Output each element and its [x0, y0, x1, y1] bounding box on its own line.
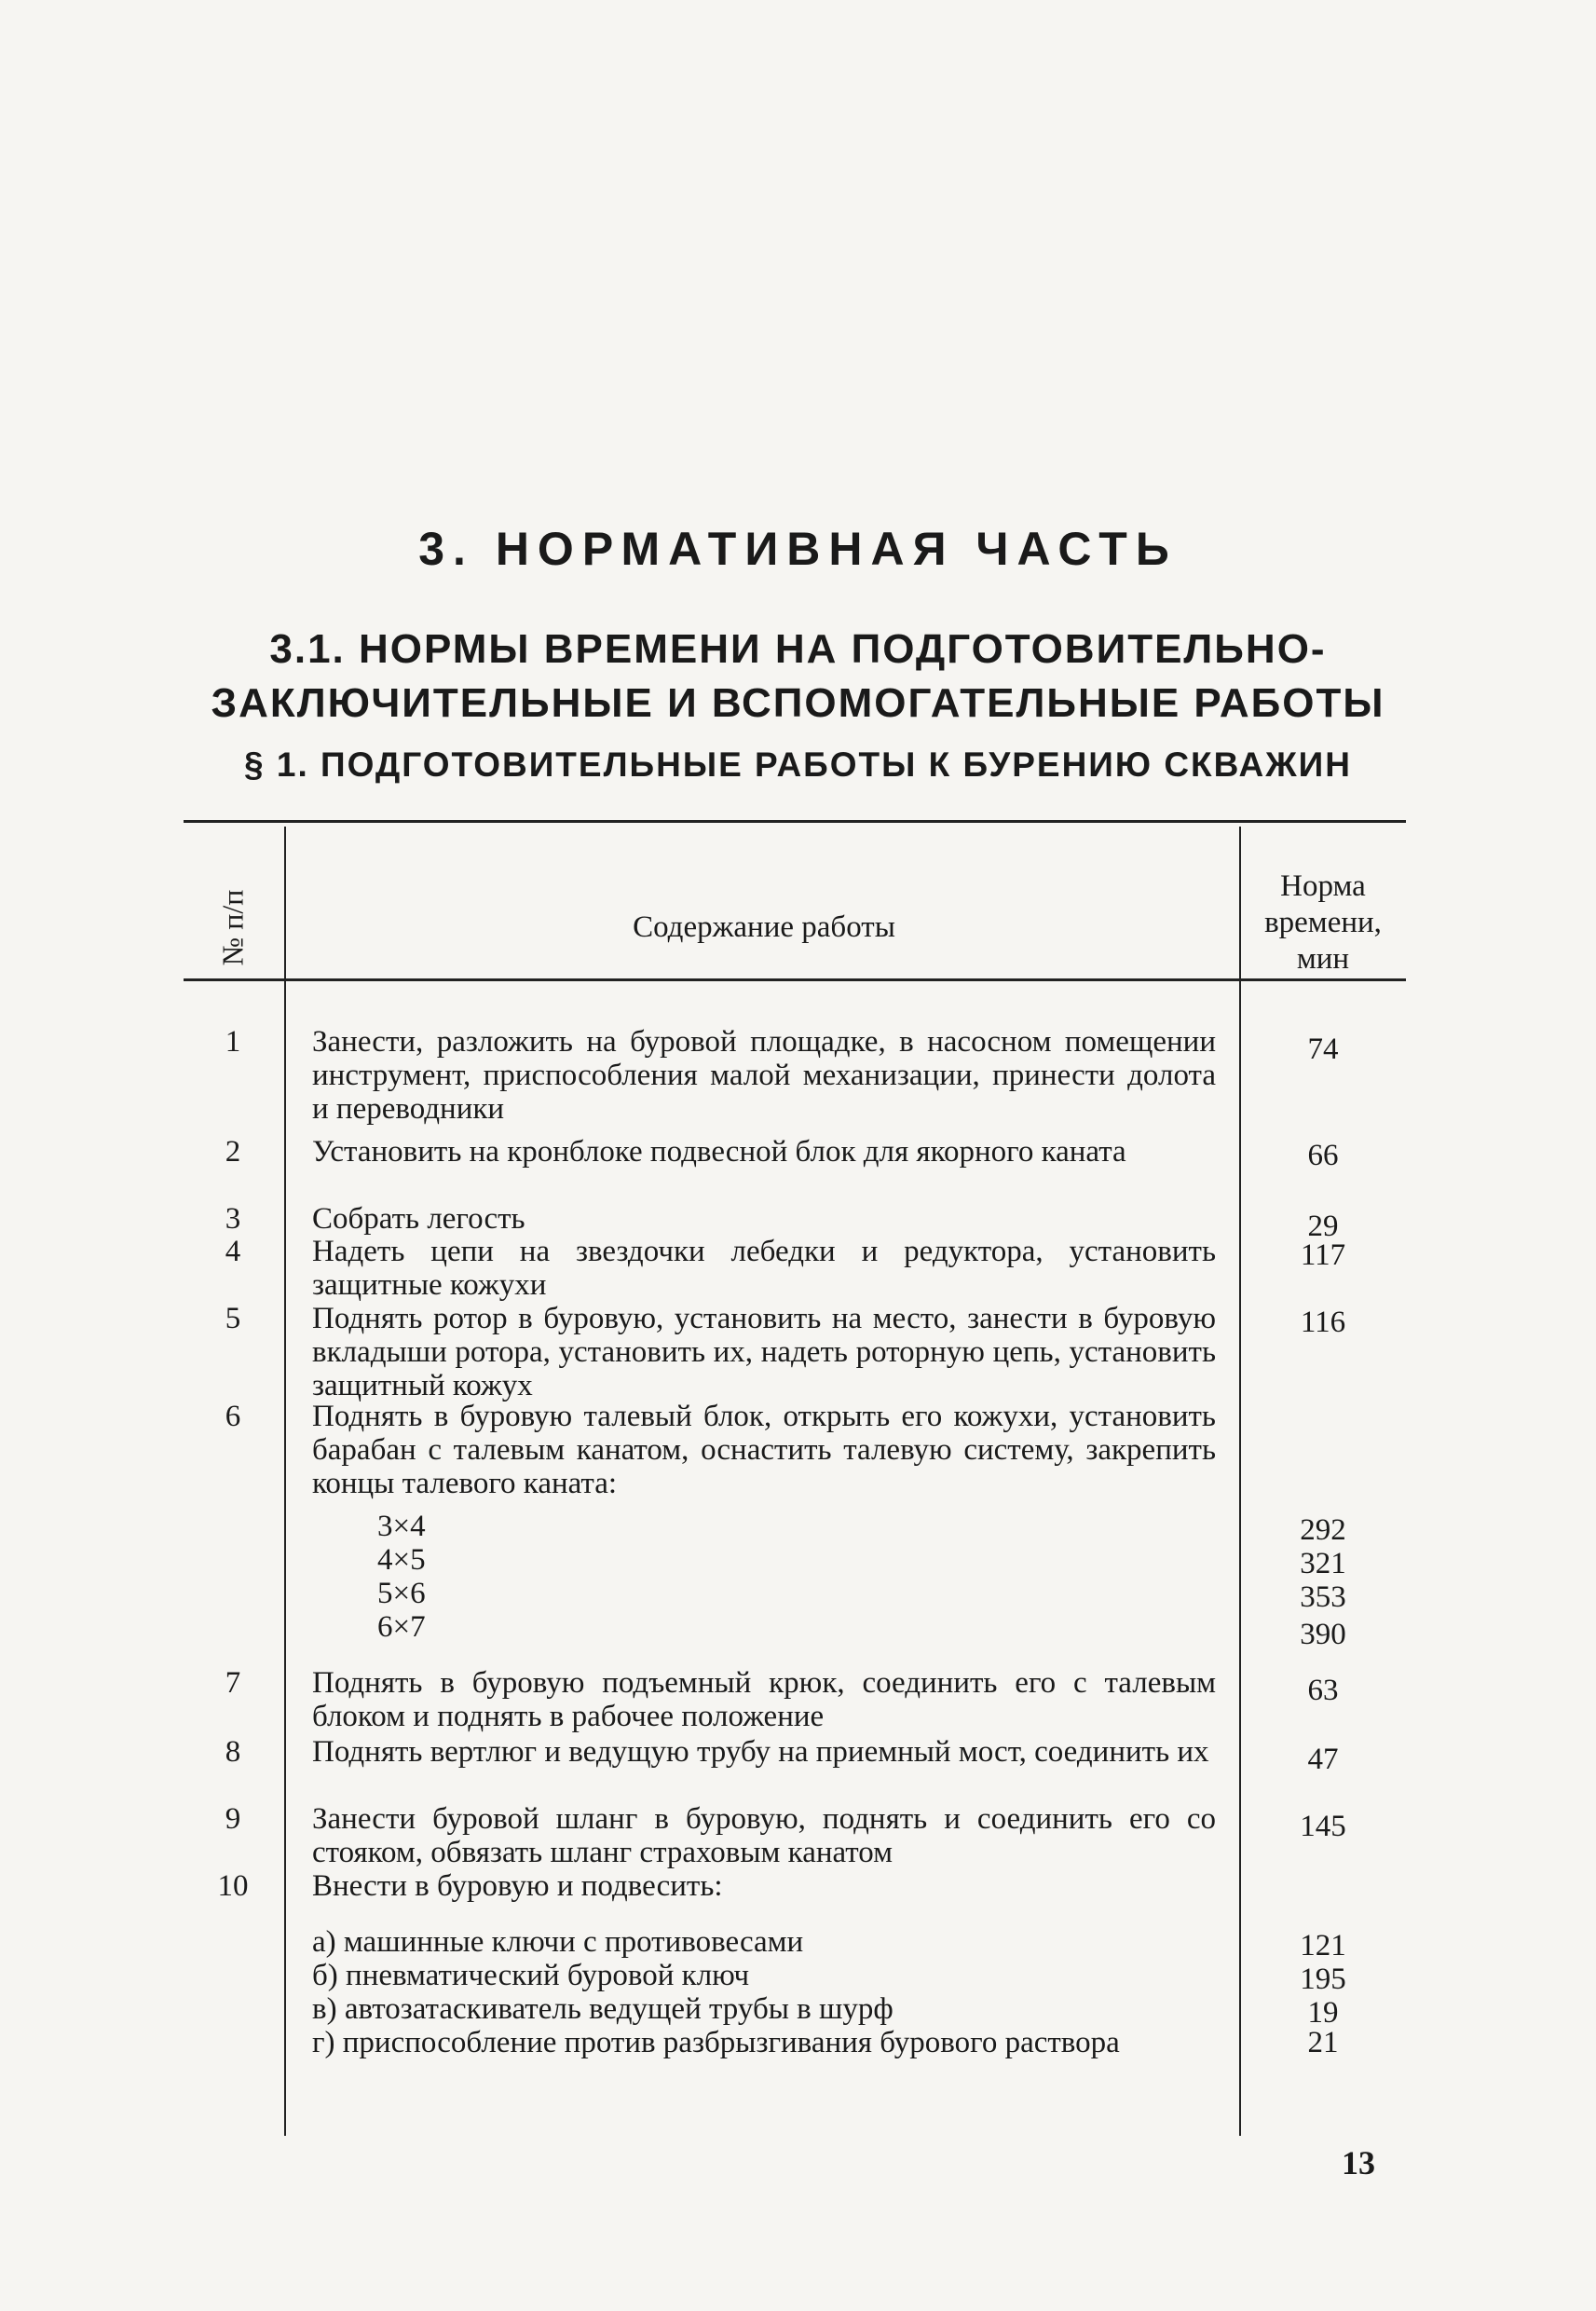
row-value: 121: [1300, 1929, 1346, 1962]
row-value: 19: [1307, 1996, 1339, 2030]
row-value: 21: [1307, 2026, 1339, 2059]
row-content: 5×6: [377, 1577, 426, 1610]
row-number: 9: [225, 1802, 241, 1836]
row-value: 116: [1300, 1306, 1346, 1339]
row-content: Собрать легость: [312, 1202, 525, 1236]
section-title: 3. НОРМАТИВНАЯ ЧАСТЬ: [418, 523, 1178, 575]
row-number: 3: [225, 1202, 241, 1236]
row-content: г) приспособление против разбрызгивания бурового раствора: [312, 2026, 1120, 2059]
row-content: Внести в буровую и подвесить:: [312, 1869, 723, 1903]
row-value: 292: [1300, 1513, 1346, 1547]
row-number: 4: [225, 1235, 241, 1268]
row-value: 29: [1307, 1210, 1339, 1243]
row-content: Поднять вертлюг и ведущую трубу на приемный мост, соединить их: [312, 1735, 1209, 1769]
row-content: Надеть цепи на звездочки лебедки и редуктора, установить защитные кожухи: [312, 1235, 1216, 1302]
row-value: 117: [1300, 1238, 1346, 1272]
row-number: 8: [225, 1735, 241, 1769]
row-content: 4×5: [377, 1543, 426, 1577]
row-number: 1: [225, 1025, 241, 1059]
row-number: 10: [217, 1869, 249, 1903]
row-content: Установить на кронблоке подвесной блок для якорного каната: [312, 1135, 1126, 1169]
row-value: 195: [1300, 1962, 1346, 1996]
row-value: 145: [1300, 1810, 1346, 1843]
row-content: Занести, разложить на буровой площадке, в насосном помещении инструмент, приспособления малой механизации, принести долота и переводники: [312, 1025, 1216, 1126]
table-top-rule: [184, 820, 1406, 823]
paragraph-title: § 1. ПОДГОТОВИТЕЛЬНЫЕ РАБОТЫ К БУРЕНИЮ СКВАЖИН: [244, 745, 1352, 784]
row-value: 47: [1307, 1743, 1339, 1776]
row-content: в) автозатаскиватель ведущей трубы в шурф: [312, 1992, 893, 2026]
row-content: Поднять в буровую талевый блок, открыть его кожухи, установить барабан с талевым канатом, оснастить талевую систему, закрепить концы талевого каната:: [312, 1400, 1216, 1500]
row-content: Занести буровой шланг в буровую, поднять и соединить его со стояком, обвязать шланг страховым канатом: [312, 1802, 1216, 1869]
subsection-title: [0, 622, 1596, 731]
row-number: 6: [225, 1400, 241, 1433]
row-value: 66: [1307, 1139, 1339, 1172]
row-value: 321: [1300, 1547, 1346, 1580]
row-value: 353: [1300, 1580, 1346, 1614]
row-content: б) пневматический буровой ключ: [312, 1959, 750, 1992]
subsection-title-line1: 3.1. НОРМЫ ВРЕМЕНИ НА ПОДГОТОВИТЕЛЬНО-: [269, 626, 1327, 672]
row-value: 390: [1300, 1618, 1346, 1651]
subsection-title-line2: ЗАКЛЮЧИТЕЛЬНЫЕ И ВСПОМОГАТЕЛЬНЫЕ РАБОТЫ: [211, 680, 1385, 726]
header-number: № п/п: [215, 889, 250, 965]
row-content: Поднять в буровую подъемный крюк, соединить его с талевым блоком и поднять в рабочее положение: [312, 1666, 1216, 1733]
row-value: 63: [1307, 1674, 1339, 1707]
row-content: 3×4: [377, 1510, 426, 1543]
row-number: 7: [225, 1666, 241, 1700]
row-value: 74: [1307, 1032, 1339, 1066]
header-content: Содержание работы: [633, 909, 895, 944]
row-content: а) машинные ключи с противовесами: [312, 1925, 804, 1959]
row-content: 6×7: [377, 1610, 426, 1644]
column-divider-left: [284, 827, 286, 2136]
column-divider-right: [1239, 827, 1241, 2136]
page-number: 13: [1342, 2144, 1375, 2181]
row-number: 2: [225, 1135, 241, 1169]
row-number: 5: [225, 1302, 241, 1335]
header-norm: Норма времени, мин: [1264, 868, 1382, 976]
row-content: Поднять ротор в буровую, установить на место, занести в буровую вкладыши ротора, установить их, надеть роторную цепь, установить защитный кожух: [312, 1302, 1216, 1402]
